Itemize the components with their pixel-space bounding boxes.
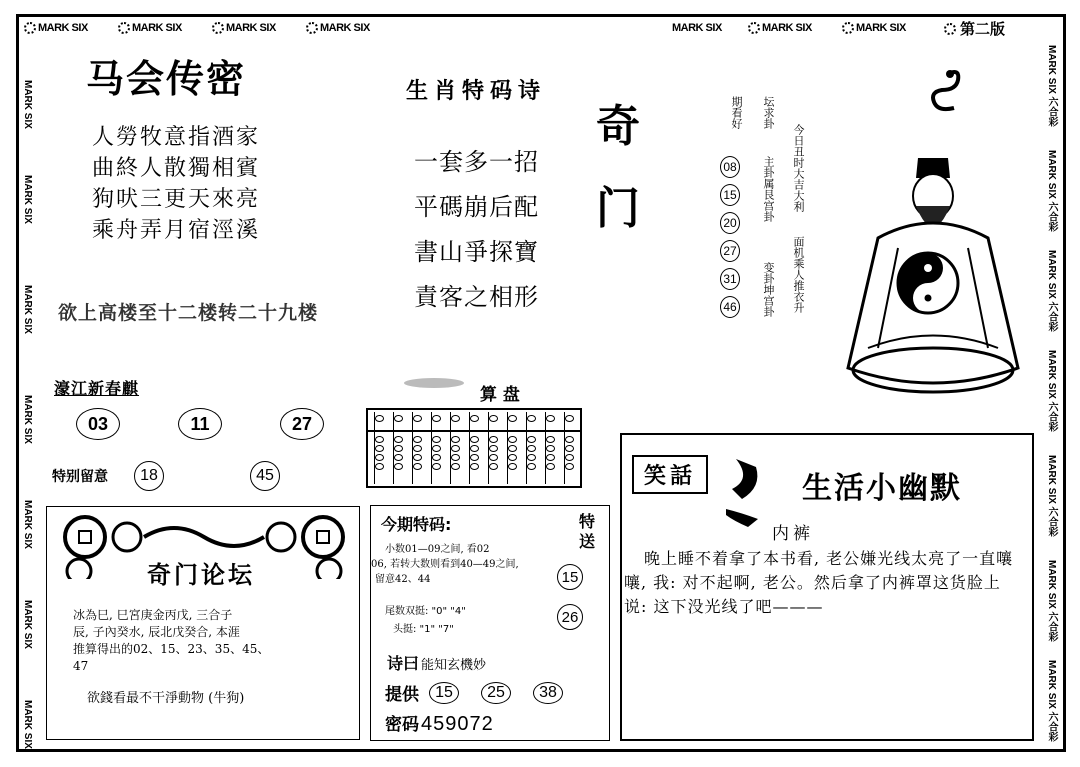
abacus-bead (375, 454, 384, 461)
abacus-rod (450, 412, 460, 484)
send-label: 特送 (579, 512, 596, 551)
vertical-hint-line: 欲上高楼至十二楼转二十九楼 (58, 302, 319, 324)
special-desc (371, 542, 565, 587)
poem-label: 诗曰 (387, 654, 420, 673)
abacus-rod (564, 412, 574, 484)
abacus-bead (375, 436, 384, 443)
number-ball: 27 (280, 408, 324, 440)
abacus-bead (565, 454, 574, 461)
side-logo: MARK SIX 六合彩 (1046, 455, 1057, 537)
number-ball: 31 (720, 268, 740, 290)
special-label: 特别留意 (52, 469, 108, 485)
side-logo: MARK SIX (22, 80, 33, 129)
qimen-header: 坛求卦 (762, 96, 775, 129)
number-ball: 45 (250, 461, 280, 491)
left-title: 马会传密 (86, 57, 247, 101)
number-ball: 25 (481, 682, 511, 704)
number-ball: 18 (134, 461, 164, 491)
poem-line: 責客之相形 (414, 283, 539, 311)
brush-ornament-icon (722, 449, 782, 529)
abacus-bead (527, 463, 536, 470)
abacus-bead (413, 454, 422, 461)
abacus-bead (508, 463, 517, 470)
special-box (370, 505, 610, 741)
poem-line: 曲終人散獨相賓 (92, 156, 261, 181)
spring-label: 濠江新春麒 (54, 379, 140, 398)
abacus-rod (507, 412, 517, 484)
number-ball: 03 (76, 408, 120, 440)
abacus-bead (546, 436, 555, 443)
brand-logo: MARK SIX (306, 22, 370, 34)
desc-line: 小数01—09之间, 看02 (385, 544, 490, 555)
brand-logo: MARK SIX (24, 22, 88, 34)
provide-label: 提供 (385, 685, 419, 705)
abacus-bead (432, 445, 441, 452)
code-value: 459072 (421, 713, 494, 735)
head-label: 头挺: "1" "7" (393, 624, 454, 635)
number-ball: 38 (533, 682, 563, 704)
abacus-bead (546, 463, 555, 470)
abacus-rod (374, 412, 384, 484)
joke-tag: 笑話 (632, 455, 708, 494)
abacus-bead (413, 463, 422, 470)
abacus-bead (527, 415, 536, 422)
flower-icon (944, 23, 956, 35)
abacus-bead (470, 415, 479, 422)
abacus-bead (375, 463, 384, 470)
brand-logo: MARK SIX (672, 22, 722, 34)
abacus-bead (394, 436, 403, 443)
poem-row (387, 651, 486, 674)
forum-footer: 欲錢看最不干淨動物 (牛狗) (87, 691, 245, 706)
poem-line: 平碼崩后配 (414, 193, 539, 221)
number-ball: 15 (557, 564, 583, 590)
poem-line: 人勞牧意指酒家 (92, 125, 261, 150)
joke-body: 晚上睡不着拿了本书看, 老公嫌光线太亮了一直嚷嚷, 我: 对不起啊, 老公。然后拿了内裤罩这货脸上说: 这下没光线了吧——— (624, 549, 1014, 616)
abacus-bead (546, 454, 555, 461)
code-label: 密码 (385, 715, 419, 735)
abacus-bead (413, 415, 422, 422)
poem-title: 生肖特码诗 (406, 79, 547, 104)
forum-line: 冰為巳, 巳宮庚金丙戊, 三合子 (73, 608, 233, 622)
desc-line: 06, 若转大数则看到40—49之间, (371, 559, 519, 570)
qimen-title: 奇门 (596, 101, 640, 234)
poem-line: 書山爭探寶 (414, 238, 539, 266)
forum-line: 辰, 子內癸水, 辰北戊癸合, 本涯 (73, 625, 240, 639)
abacus-bead (432, 436, 441, 443)
brand-logo: MARK SIX (118, 22, 182, 34)
snake-icon (920, 66, 970, 114)
abacus-rod (393, 412, 403, 484)
abacus-bead (375, 415, 384, 422)
abacus-rod (545, 412, 555, 484)
abacus-bead (394, 445, 403, 452)
abacus-bead (489, 436, 498, 443)
side-logo: MARK SIX 六合彩 (1046, 150, 1057, 232)
number-ball: 20 (720, 212, 740, 234)
abacus-bead (451, 415, 460, 422)
spring-picks (76, 408, 324, 440)
side-logo: MARK SIX (22, 395, 33, 444)
abacus-bead (565, 436, 574, 443)
cloud-ornament-icon (404, 378, 464, 388)
side-logo: MARK SIX (22, 600, 33, 649)
abacus-bead (470, 454, 479, 461)
qimen-column: 变卦坤宫卦 (762, 262, 775, 317)
abacus-bead (470, 445, 479, 452)
number-ball: 26 (557, 604, 583, 630)
number-ball: 11 (178, 408, 222, 440)
abacus-bead (565, 463, 574, 470)
abacus-bead (489, 445, 498, 452)
center-poem (414, 140, 539, 320)
abacus-rod (526, 412, 536, 484)
abacus-bead (508, 436, 517, 443)
brand-logo: MARK SIX (842, 22, 906, 34)
abacus-bead (432, 415, 441, 422)
abacus-icon (366, 408, 582, 488)
abacus-bead (546, 415, 555, 422)
abacus-bead (451, 463, 460, 470)
abacus-bead (394, 463, 403, 470)
joke-title: 生活小幽默 (802, 471, 962, 506)
abacus-rod (469, 412, 479, 484)
abacus-bead (508, 454, 517, 461)
desc-line: 留意42、44 (375, 574, 431, 585)
abacus-rod (431, 412, 441, 484)
abacus-bead (451, 445, 460, 452)
abacus-bead (527, 445, 536, 452)
abacus-bead (508, 445, 517, 452)
side-logo: MARK SIX 六合彩 (1046, 350, 1057, 432)
brand-logo: MARK SIX (748, 22, 812, 34)
abacus-bead (394, 415, 403, 422)
abacus-bead (565, 415, 574, 422)
abacus-bead (489, 463, 498, 470)
qimen-column: 主卦属艮宫卦 (762, 156, 775, 222)
abacus-rod (488, 412, 498, 484)
abacus-bead (394, 454, 403, 461)
abacus-rod (412, 412, 422, 484)
poem-line: 狗吠三更天來亮 (92, 187, 261, 212)
forum-title: 奇门论坛 (147, 561, 255, 589)
number-ball: 08 (720, 156, 740, 178)
abacus-bead (451, 454, 460, 461)
abacus-bead (527, 436, 536, 443)
special-box-title: 今期特码: (381, 515, 452, 534)
abacus-bead (470, 463, 479, 470)
side-logo: MARK SIX (22, 700, 33, 749)
flower-icon (24, 22, 36, 34)
abacus-bead (546, 445, 555, 452)
poem-text: 能知玄機妙 (421, 658, 487, 673)
abacus-bead (565, 445, 574, 452)
qimen-column: 今日丑时大吉大利 (792, 124, 805, 212)
side-logo: MARK SIX (22, 285, 33, 334)
sage-figure-icon (818, 148, 1038, 408)
joke-box (620, 433, 1034, 741)
number-ball: 15 (429, 682, 459, 704)
number-ball: 27 (720, 240, 740, 262)
forum-text (73, 607, 269, 675)
abacus-bead (413, 445, 422, 452)
flower-icon (212, 22, 224, 34)
edition-badge (944, 18, 1005, 39)
flower-icon (842, 22, 854, 34)
side-logo: MARK SIX 六合彩 (1046, 250, 1057, 332)
abacus-label: 算 盘 (480, 385, 520, 405)
forum-line: 47 (73, 659, 89, 673)
special-attention (52, 461, 280, 491)
side-logo: MARK SIX 六合彩 (1046, 660, 1057, 742)
side-logo: MARK SIX (22, 175, 33, 224)
brand-logo: MARK SIX (212, 22, 276, 34)
side-logo: MARK SIX 六合彩 (1046, 560, 1057, 642)
code-row (385, 710, 494, 736)
side-logo: MARK SIX 六合彩 (1046, 45, 1057, 127)
forum-line: 推算得出的02、15、23、35、45、 (73, 642, 270, 656)
abacus-bead (489, 415, 498, 422)
number-ball: 15 (720, 184, 740, 206)
left-poem (92, 122, 260, 246)
flower-icon (748, 22, 760, 34)
abacus-bead (432, 463, 441, 470)
abacus-bead (527, 454, 536, 461)
abacus-bead (470, 436, 479, 443)
forum-box (46, 506, 360, 740)
qimen-column: 面机乘人推衣升 (792, 236, 805, 313)
side-logo: MARK SIX (22, 500, 33, 549)
qimen-balls (720, 156, 740, 318)
flower-icon (118, 22, 130, 34)
number-ball: 46 (720, 296, 740, 318)
tail-label: 尾数双挺: "0" "4" (385, 606, 466, 617)
qimen-header: 期看好 (730, 96, 743, 129)
abacus-bead (432, 454, 441, 461)
provide-row (385, 680, 563, 705)
abacus-bead (451, 436, 460, 443)
edition-label: 第二版 (960, 20, 1006, 38)
abacus-bead (489, 454, 498, 461)
abacus-bead (508, 415, 517, 422)
poem-line: 乘舟弄月宿涇溪 (92, 218, 261, 243)
abacus-bead (375, 445, 384, 452)
joke-subtitle: 内裤 (772, 524, 814, 544)
abacus-bead (413, 436, 422, 443)
flower-icon (306, 22, 318, 34)
poem-line: 一套多一招 (414, 148, 539, 176)
